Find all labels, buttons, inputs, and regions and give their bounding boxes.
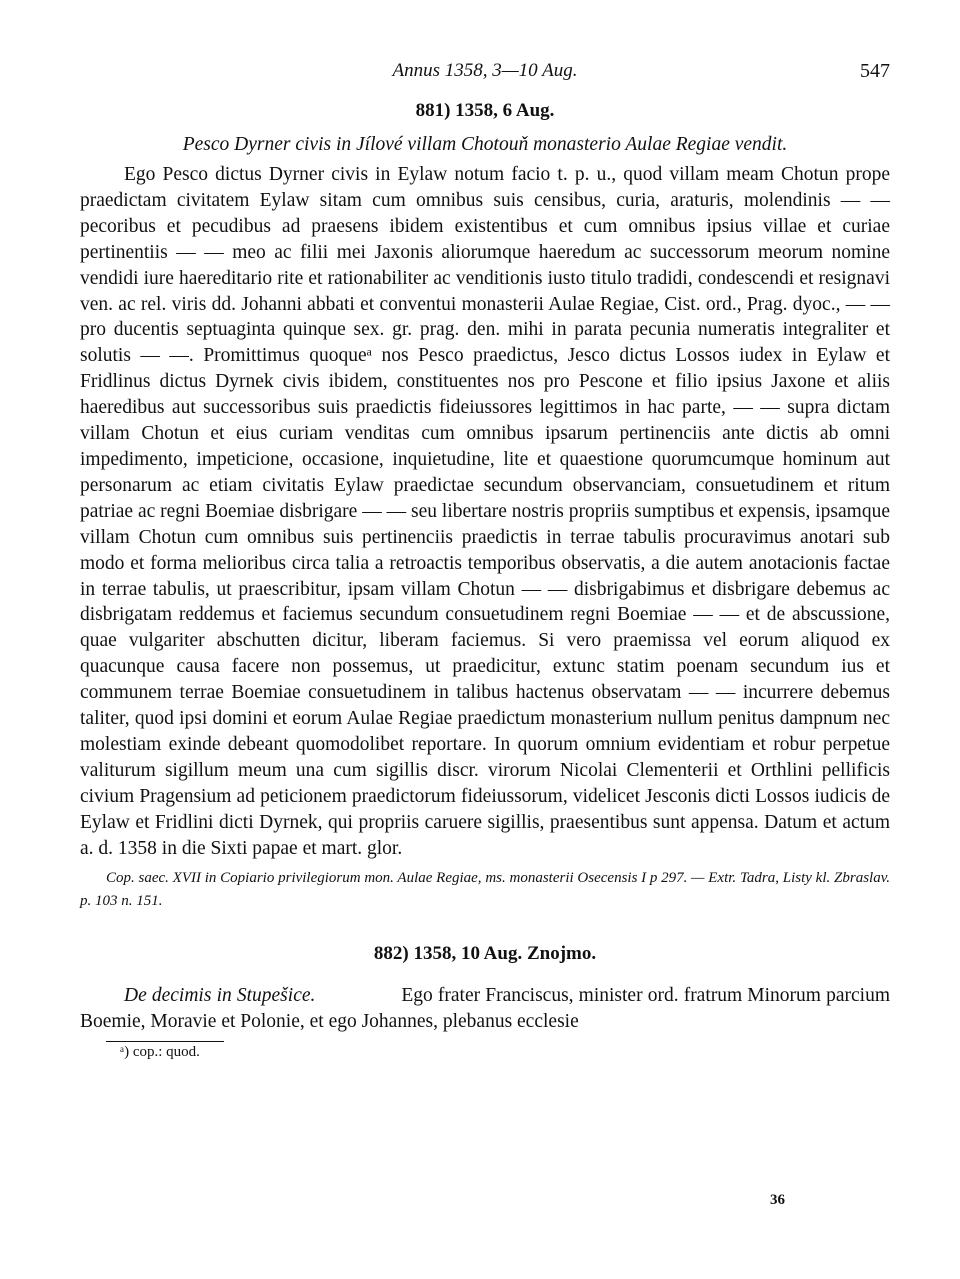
footnote-rule [106,1041,224,1042]
entry-881-heading: 881) 1358, 6 Aug. [415,100,555,121]
running-head [80,58,890,90]
entry-882-regest: De decimis in Stupešice. [124,985,316,1007]
signature-mark: 36 [770,1192,785,1208]
document-page [80,58,890,1061]
page-number: 547 [860,60,890,82]
entry-882-paragraph [80,983,890,1035]
entry-881-text: Ego Pesco dictus Dyrner civis in Eylaw notum facio t. p. u., quod villam meam Chotun prope praedictam civitatem Eylaw sitam cum omnibus suis censibus, curia, araturis, molendinis — — pecoribus et pecudibus ad praesens ibidem existentibus et cum omnibus ipsius villae et curiae pertinentiis — — meo ac filii mei Jaxonis aliorumque haeredum ac successorum meorum nomine vendidi iure haereditario rite et rationabiliter ac venditionis iusto titulo tradidi, condescendi et resignavi ven. ac rel. viris dd. Johanni abbati et conventui monasterii Aulae Regiae, Cist. ord., Prag. dyoc., — — pro ducentis septuaginta quinque sex. gr. prag. den. mihi in parata pecunia numeratis integraliter et solutis — —. Promittimus quoqueᵃ nos Pesco praedictus, Jesco dictus Lossos iudex in Eylaw et Fridlinus dictus Dyrnek civis ibidem, constituentes nos pro Pescone et filio ipsius Jaxone et aliis haeredibus aut successoribus suis praedictis fideiussores legittimos in hac parte, — — supra dictam villam Chotun et eius curiam venditas cum omnibus ipsarum pertinenciis ante dictis ab omni impedimento, impeticione, occasione, inquietudine, lite et quaestione quorumcumque hominum aut personarum ac etiam civitatis Eylaw praedictae secundum observanciam, consuetudinem et ritum patriae ac regni Boemiae disbrigare — — seu libertare nostris propriis sumptibus et expensis, ipsamque villam Chotun cum omnibus suis pertinenciis praedictis in terrae tabulis procuravimus anotari sub modo et forma melioribus circa talia a retroactis temporibus observatis, a die autem anotacionis factae in terrae tabulis, ut praescribitur, ipsam villam Chotun — — disbrigabimus et disbrigare debemus ac disbrigatam reddemus et faciemus secundum consuetudinem regni Boemiae — — et de abscussione, quae vulgariter abschutten dicitur, liberam faciemus. Si vero praemissa vel eorum aliquod ex quacunque causa facere non possemus, ut praedicitur, extunc statim poenam secundum ius et communem terrae Boemiae consuetudinem in talibus hactenus observatam — — incurrere debemus taliter, quod ipsi domini et eorum Aulae Regiae praedictum monasterium nullum penitus dampnum nec molestiam exinde debeant quomodolibet reportare. In quorum omnium evidentiam et robur perpetue valiturum sigillum meum una cum sigillis discr. virorum Nicolai Clementerii et Orthlini pellificis civium Pragensium ad peticionem praedictorum fideiussorum, videlicet Jesconis dicti Lossos iudicis de Eylaw et Fridlini dicti Dyrnek, qui propriis caruere sigillis, praesentibus sunt appensa. Datum et actum a. d. 1358 in die Sixti papae et mart. glor. [80,164,890,859]
entry-882-heading: 882) 1358, 10 Aug. Znojmo. [373,943,597,965]
entry-881-regest: Pesco Dyrner civis in Jílové villam Chotouň monasterio Aulae Regiae vendit. [182,134,788,155]
running-title: Annus 1358, 3—10 Aug. [392,60,578,81]
entry-882-text: Ego frater Franciscus, minister ord. fratrum Minorum parcium Boemie, Moravie et Polonie, et ego Johannes, plebanus ecclesie [80,985,890,1033]
entry-881-source-note: Cop. saec. XVII in Copiario privilegiorum mon. Aulae Regiae, ms. monasterii Osecensis I p 297. — Extr. Tadra, Listy kl. Zbraslav. p. 103 n. 151. [80,870,890,910]
footnote: ᵃ) cop.: quod. [120,1044,200,1061]
